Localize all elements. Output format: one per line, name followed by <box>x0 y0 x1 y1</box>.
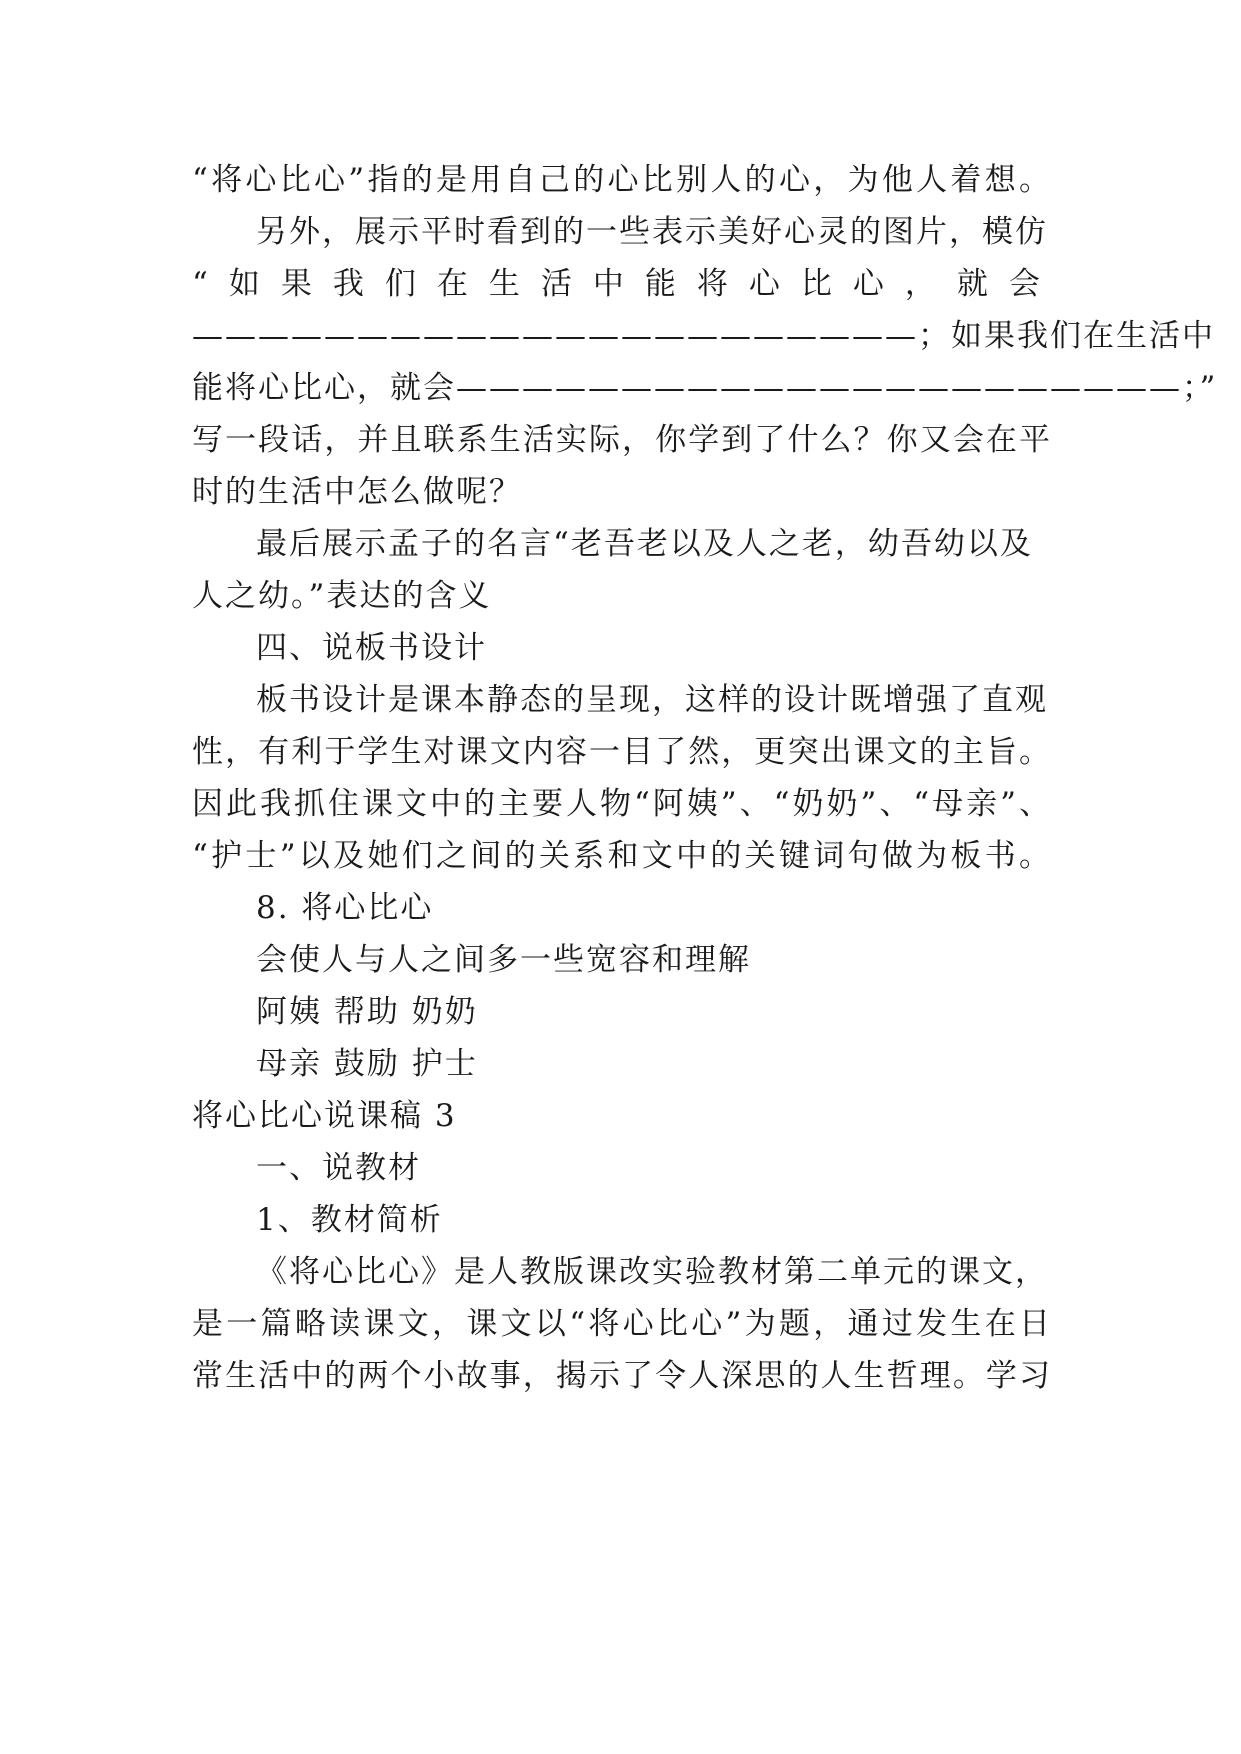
text-line: ——————————————————————；如果我们在生活中 <box>192 318 1215 354</box>
document-title: 将心比心说课稿 3 <box>192 1098 457 1134</box>
board-line: 阿姨 帮助 奶奶 <box>256 994 478 1030</box>
text-line: 最后展示孟子的名言“老吾老以及人之老，幼吾幼以及 <box>256 526 1033 562</box>
text-line: 性，有利于学生对课文内容一目了然，更突出课文的主旨。 <box>192 734 1052 770</box>
subsection-heading: 1、教材简析 <box>256 1202 443 1238</box>
section-heading: 一、说教材 <box>256 1150 421 1186</box>
text-line: 是一篇略读课文，课文以“将心比心”为题，通过发生在日 <box>192 1306 1052 1342</box>
section-heading: 四、说板书设计 <box>256 630 487 666</box>
board-line: 会使人与人之间多一些宽容和理解 <box>256 942 751 978</box>
text-line: 时的生活中怎么做呢？ <box>192 474 522 510</box>
text-line: 板书设计是课本静态的呈现，这样的设计既增强了直观 <box>256 682 1048 718</box>
text-line: 常生活中的两个小故事，揭示了令人深思的人生哲理。学习 <box>192 1358 1052 1394</box>
text-line: 因此我抓住课文中的主要人物“阿姨”、“奶奶”、“母亲”、 <box>192 786 1052 822</box>
text-line: “将心比心”指的是用自己的心比别人的心，为他人着想。 <box>192 162 1052 198</box>
text-line: 写一段话，并且联系生活实际，你学到了什么？你又会在平 <box>192 422 1052 458</box>
text-line: “护士”以及她们之间的关系和文中的关键词句做为板书。 <box>192 838 1052 874</box>
text-line: 《将心比心》是人教版课改实验教材第二单元的课文， <box>256 1254 1048 1290</box>
board-line: 母亲 鼓励 护士 <box>256 1046 478 1082</box>
text-line: 人之幼。”表达的含义 <box>192 578 492 614</box>
text-line: “如果我们在生活中能将心比心，就会 <box>192 266 1061 302</box>
text-line: 另外，展示平时看到的一些表示美好心灵的图片，模仿 <box>256 214 1048 250</box>
text-line: 能将心比心，就会——————————————————————；” <box>192 370 1218 406</box>
board-title: 8. 将心比心 <box>256 890 434 926</box>
